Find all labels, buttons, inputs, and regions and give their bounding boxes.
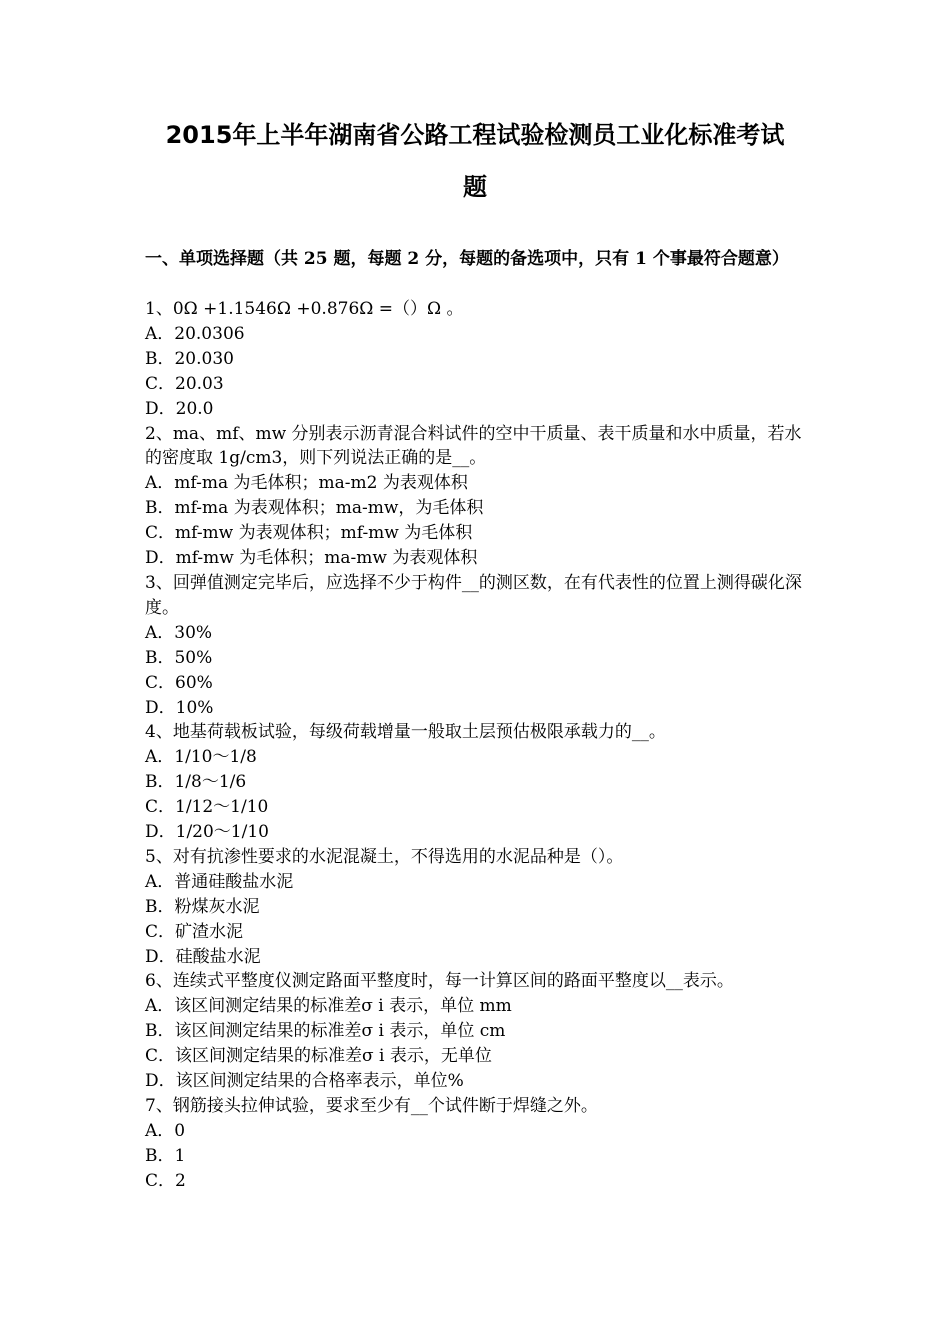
answer-option: D．1/20～1/10	[145, 822, 269, 843]
question-text: 5、对有抗渗性要求的水泥混凝土，不得选用的水泥品种是（）。	[145, 846, 624, 867]
answer-option: A．mf-ma 为毛体积；ma-m2 为表观体积	[145, 473, 468, 494]
answer-option: B．该区间测定结果的标准差σ i 表示，单位 cm	[145, 1021, 506, 1042]
answer-option: A．1/10～1/8	[145, 747, 257, 768]
answer-option: C．2	[145, 1170, 186, 1191]
question-text: 6、连续式平整度仪测定路面平整度时，每一计算区间的路面平整度以__表示。	[145, 971, 734, 992]
answer-option: D．该区间测定结果的合格率表示，单位%	[145, 1071, 464, 1092]
answer-option: C．矿渣水泥	[145, 921, 244, 942]
question-text: 3、回弹值测定完毕后，应选择不少于构件__的测区数，在有代表性的位置上测得碳化深度。	[145, 572, 802, 618]
answer-option: B．粉煤灰水泥	[145, 896, 260, 917]
answer-option: A．0	[145, 1120, 186, 1141]
answer-option: A．20.0306	[145, 323, 245, 344]
question-item	[145, 969, 810, 1094]
answer-option: D．mf-mw 为毛体积；ma-mw 为表观体积	[145, 548, 478, 569]
answer-option: D．硅酸盐水泥	[145, 946, 261, 967]
answer-option: C．60%	[145, 672, 213, 693]
section-heading: 一、单项选择题（共 25 题，每题 2 分，每题的备选项中，只有 1 个事最符合题意）	[145, 249, 789, 269]
answer-option: A．30%	[145, 622, 213, 643]
question-item	[145, 845, 810, 970]
answer-option: B．1/8～1/6	[145, 772, 247, 793]
question-item	[145, 297, 810, 422]
answer-option: B．20.030	[145, 348, 234, 369]
question-text: 4、地基荷载板试验，每级荷载增量一般取土层预估极限承载力的__。	[145, 722, 666, 743]
question-text: 2、ma、mf、mw 分别表示沥青混合料试件的空中干质量、表干质量和水中质量，若水的密度取 1g/cm3，则下列说法正确的是__。	[145, 423, 802, 469]
answer-option: C．该区间测定结果的标准差σ i 表示，无单位	[145, 1046, 492, 1067]
answer-option: B．1	[145, 1145, 186, 1166]
document-title: 2015年上半年湖南省公路工程试验检测员工业化标准考试	[165, 121, 785, 149]
question-item	[145, 571, 810, 720]
answer-option: D．20.0	[145, 398, 214, 419]
question-item	[145, 720, 810, 845]
answer-option: B．mf-ma 为表观体积；ma-mw，为毛体积	[145, 498, 484, 519]
question-item	[145, 422, 810, 571]
answer-option: A．普通硅酸盐水泥	[145, 871, 294, 892]
question-text: 1、0Ω +1.1546Ω +0.876Ω =（）Ω 。	[145, 299, 464, 319]
document-title-continued: 题	[463, 173, 487, 201]
question-item	[145, 1094, 810, 1194]
question-text: 7、钢筋接头拉伸试验，要求至少有__个试件断于焊缝之外。	[145, 1096, 598, 1116]
answer-option: C．20.03	[145, 373, 224, 394]
answer-option: C．mf-mw 为表观体积；mf-mw 为毛体积	[145, 523, 473, 544]
answer-option: B．50%	[145, 647, 213, 668]
answer-option: A．该区间测定结果的标准差σ i 表示，单位 mm	[145, 996, 512, 1017]
answer-option: C．1/12～1/10	[145, 797, 269, 818]
question-list	[145, 297, 810, 1194]
answer-option: D．10%	[145, 697, 214, 718]
